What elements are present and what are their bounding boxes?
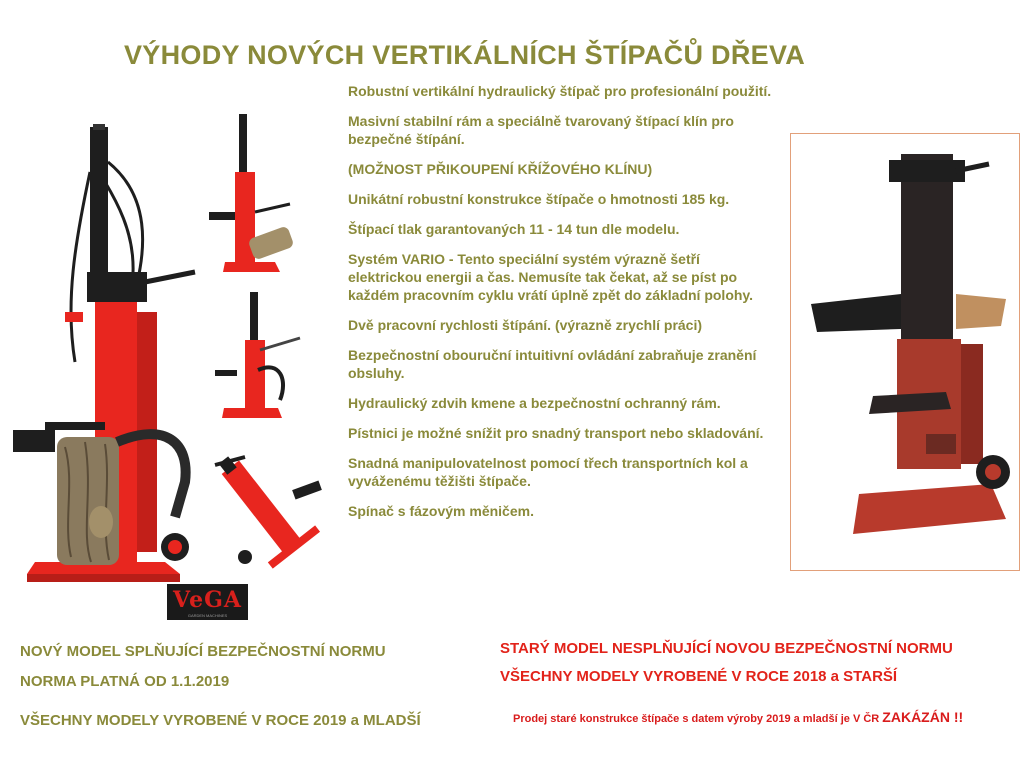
new-splitter-thumbnail-2: [210, 290, 310, 425]
feature-item: Robustní vertikální hydraulický štípač pro profesionální použití.: [348, 83, 772, 99]
feature-item: Unikátní robustní konstrukce štípače o hmotnosti 185 kg.: [348, 191, 730, 207]
features-list: [348, 82, 773, 532]
new-splitter-thumbnail-3: [205, 445, 330, 575]
old-model-line-2: VŠECHNY MODELY VYROBENÉ V ROCE 2018 a STARŠÍ: [500, 668, 898, 685]
old-splitter-image: [791, 134, 1019, 570]
old-model-line-1: STARÝ MODEL NESPLŇUJÍCÍ NOVOU BEZPEČNOSTNÍ NORMU: [500, 640, 953, 657]
new-splitter-main-image: [5, 122, 210, 587]
feature-item: (MOŽNOST PŘIKOUPENÍ KŘÍŽOVÉHO KLÍNU): [348, 161, 653, 177]
old-model-image-frame: [790, 133, 1020, 571]
logo-subtitle: GARDEN MACHINES: [187, 613, 228, 618]
feature-item: Masivní stabilní rám a speciálně tvarovaný štípací klín pro bezpečné štípání.: [348, 113, 734, 147]
feature-item: Bezpečnostní obouruční intuitivní ovládání zabraňuje zranění obsluhy.: [348, 347, 757, 381]
feature-item: Spínač s fázovým měničem.: [348, 503, 534, 519]
feature-item: Dvě pracovní rychlosti štípání. (výrazně zrychlí práci): [348, 317, 703, 333]
new-model-line-3: VŠECHNY MODELY VYROBENÉ V ROCE 2019 a MLADŠÍ: [20, 712, 421, 729]
new-model-line-1: NOVÝ MODEL SPLŇUJÍCÍ BEZPEČNOSTNÍ NORMU: [20, 643, 386, 660]
new-model-line-2: NORMA PLATNÁ OD 1.1.2019: [20, 673, 230, 690]
vega-logo: [167, 584, 248, 620]
old-model-notice: [513, 709, 963, 725]
old-model-ban-text: ZAKÁZÁN !!: [882, 709, 964, 725]
feature-item: Snadná manipulovatelnost pomocí třech transportních kol a vyváženému těžišti štípače.: [348, 455, 748, 489]
logo-text: VeGA: [173, 587, 242, 613]
old-model-notice-text: Prodej staré konstrukce štípače s datem výroby 2019 a mladší je V ČR: [513, 713, 880, 725]
feature-item: Hydraulický zdvih kmene a bezpečnostní ochranný rám.: [348, 395, 721, 411]
page-title: VÝHODY NOVÝCH VERTIKÁLNÍCH ŠTÍPAČŮ DŘEVA: [124, 40, 806, 70]
feature-item: Systém VARIO - Tento speciální systém výrazně šetří elektrickou energii a čas. Nemusíte tak čekat, až se píst po každém pracovním cyklu vrátí úplně zpět do základní polohy.: [348, 251, 754, 303]
feature-item: Pístnici je možné snížit pro snadný transport nebo skladování.: [348, 425, 764, 441]
feature-item: Štípací tlak garantovaných 11 - 14 tun dle modelu.: [348, 221, 680, 237]
new-splitter-thumbnail-1: [205, 112, 305, 277]
